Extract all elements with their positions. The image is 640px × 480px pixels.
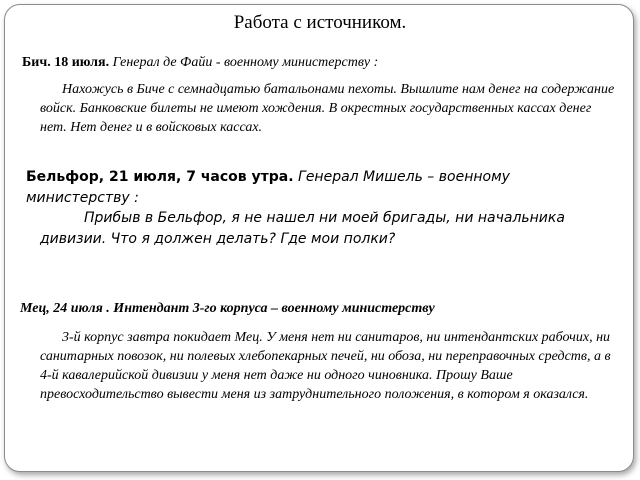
doc1-text: Нахожусь в Биче с семнадцатью батальонами пехоты. Вышлите нам денег на содержание войск. Банковские билеты не имеют хождения. В окрестных государственных кассах денег нет. Нет денег и в войсковых кассах. bbox=[40, 82, 615, 135]
doc2-sender: Генерал Мишель – военному министерству : bbox=[26, 169, 510, 206]
doc2-place-date: Бельфор, 21 июля, 7 часов утра. bbox=[26, 169, 294, 185]
doc2-text: Прибыв в Бельфор, я не нашел ни моей бригады, ни начальника дивизии. Что я должен делать? Где мои полки? bbox=[40, 210, 565, 247]
doc1-header bbox=[22, 55, 602, 71]
doc3-text: 3-й корпус завтра покидает Мец. У меня нет ни санитаров, ни интендантских рабочих, ни санитарных повозок, ни полевых хлебопекарных печей, ни обоза, ни переправочных средств, а в 4-й кавалерийской дивизии у меня нет даже ни одного чиновника. Прошу Ваше превосходительство вывести меня из затруднительного положения, в котором я оказался. bbox=[40, 330, 611, 402]
doc3-header: Мец, 24 июля . Интендант 3-го корпуса – военному министерству bbox=[20, 301, 435, 316]
doc2-header bbox=[22, 167, 596, 209]
doc1-sender: Генерал де Файи - военному министерству : bbox=[112, 55, 379, 70]
doc1-place-date: Бич. 18 июля. bbox=[22, 55, 110, 70]
slide-title: Работа с источником. bbox=[233, 12, 407, 33]
